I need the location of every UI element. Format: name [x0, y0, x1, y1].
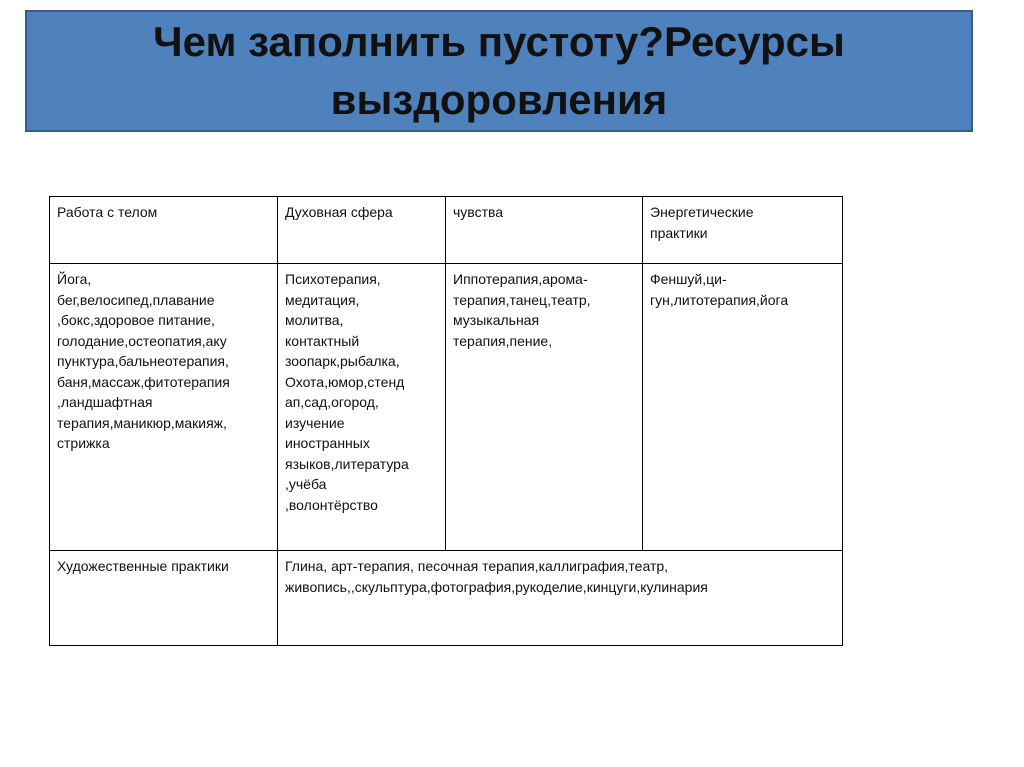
cell-art-label: [50, 551, 278, 646]
cell-energy: [643, 264, 843, 551]
slide-title: [27, 13, 971, 129]
table-header-row: [50, 197, 843, 264]
cell-spiritual: [278, 264, 446, 551]
slide-title-line-2: выздоровления: [330, 76, 668, 123]
table-row: [50, 264, 843, 551]
header-cell-feelings: [446, 197, 643, 264]
cell-body-work: [50, 264, 278, 551]
cell-art-value: [278, 551, 843, 646]
header-label: чувства: [453, 204, 504, 220]
slide-title-line-1: Чем заполнить пустоту?Ресурсы: [153, 18, 845, 65]
header-cell-body-work: [50, 197, 278, 264]
header-cell-energy: [643, 197, 843, 264]
cell-feelings: [446, 264, 643, 551]
cell-text: Художественные практики: [57, 558, 229, 574]
cell-text: Психотерапия, медитация, молитва, контактный зоопарк,рыбалка, Охота,юмор,стенд ап,сад,огород, изучение иностранных языков,литература ,учёба ,волонтёрство: [285, 271, 409, 513]
cell-text: Иппотерапия,арома- терапия,танец,театр, музыкальная терапия,пение,: [453, 271, 591, 349]
header-label: Работа с телом: [57, 204, 158, 220]
header-label: Энергетические практики: [650, 204, 754, 241]
header-label: Духовная сфера: [285, 204, 393, 220]
cell-text: Йога, бег,велосипед,плавание ,бокс,здоровое питание, голодание,остеопатия,аку пунктура,бальнеотерапия, баня,массаж,фитотерапия ,ландшафтная терапия,маникюр,макияж, стрижка: [57, 271, 230, 451]
cell-text: Феншуй,ци- гун,литотерапия,йога: [650, 271, 789, 308]
header-cell-spiritual: [278, 197, 446, 264]
resources-table: [49, 196, 843, 646]
table-row-art: [50, 551, 843, 646]
cell-text: Глина, арт-терапия, песочная терапия,каллиграфия,театр, живопись,,скульптура,фотография,рукоделие,кинцуги,кулинария: [285, 558, 708, 595]
title-banner: [25, 10, 973, 132]
